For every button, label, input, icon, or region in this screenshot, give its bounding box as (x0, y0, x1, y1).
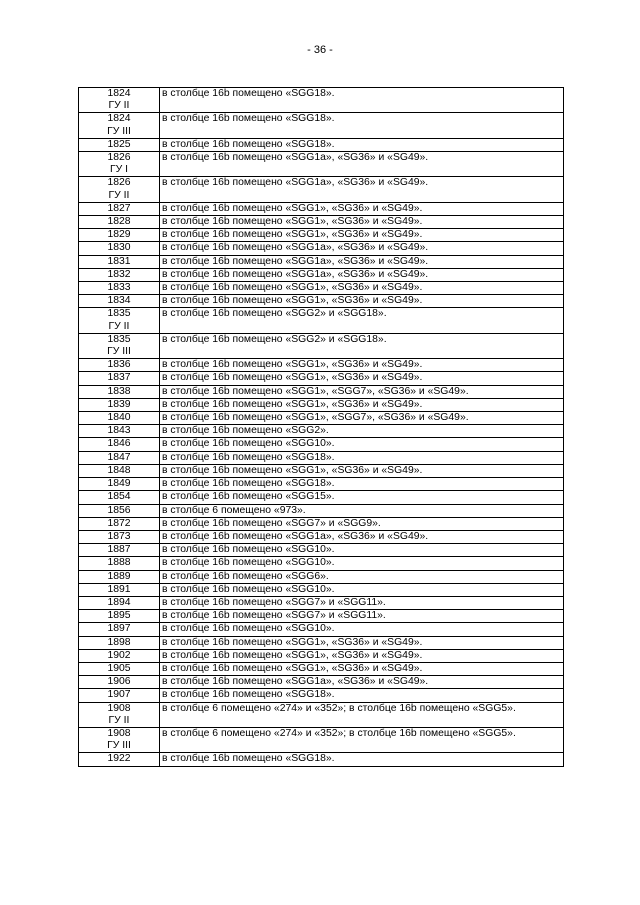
table-row (79, 333, 564, 358)
un-number: 1891 (107, 583, 131, 595)
un-number: 1824 (107, 88, 131, 99)
table-row (79, 282, 564, 295)
un-number: 1826 (107, 177, 131, 189)
un-number-cell (79, 464, 160, 477)
table-row (79, 596, 564, 609)
un-number-cell (79, 295, 160, 308)
un-number: 1830 (107, 242, 131, 254)
un-number: 1834 (107, 295, 131, 307)
un-number-cell (79, 152, 160, 177)
amendment-text: в столбце 16b помещено «SGG18». (160, 478, 564, 491)
table-row (79, 138, 564, 151)
amendment-text: в столбце 16b помещено «SGG1a», «SG36» и «SG49». (160, 530, 564, 543)
amendment-text: в столбце 16b помещено «SGG18». (160, 689, 564, 702)
table-row (79, 504, 564, 517)
amendment-text: в столбце 16b помещено «SGG1», «SGG7», «SG36» и «SG49». (160, 385, 564, 398)
table-row (79, 385, 564, 398)
table-row (79, 623, 564, 636)
table-row (79, 359, 564, 372)
table-row (79, 242, 564, 255)
un-number-cell (79, 478, 160, 491)
table-row (79, 583, 564, 596)
page-number: - 36 - (307, 44, 333, 56)
un-number-cell (79, 333, 160, 358)
amendment-text: в столбце 16b помещено «SGG10». (160, 623, 564, 636)
un-number: 1846 (107, 438, 131, 450)
un-number-cell (79, 308, 160, 333)
packing-group: ГУ II (108, 100, 130, 112)
un-number: 1872 (107, 517, 131, 529)
un-number-cell (79, 636, 160, 649)
un-number-cell (79, 412, 160, 425)
table-row (79, 478, 564, 491)
un-number-cell (79, 662, 160, 675)
table-row (79, 753, 564, 766)
table-row (79, 295, 564, 308)
amendment-text: в столбце 16b помещено «SGG7» и «SGG11». (160, 610, 564, 623)
un-number: 1824 (107, 113, 131, 125)
un-number: 1854 (107, 491, 131, 503)
un-number-cell (79, 610, 160, 623)
packing-group: ГУ II (108, 320, 130, 332)
un-number: 1898 (107, 636, 131, 648)
un-number-cell (79, 438, 160, 451)
table-row (79, 268, 564, 281)
amendment-text: в столбце 16b помещено «SGG1», «SG36» и «SG49». (160, 229, 564, 242)
un-number-cell (79, 88, 160, 113)
table-row (79, 177, 564, 202)
packing-group: ГУ III (107, 125, 131, 137)
amendment-text: в столбце 16b помещено «SGG2» и «SGG18». (160, 333, 564, 358)
amendment-text: в столбце 16b помещено «SGG10». (160, 557, 564, 570)
un-number: 1831 (107, 255, 131, 267)
un-number-cell (79, 255, 160, 268)
table-row (79, 570, 564, 583)
table-row (79, 676, 564, 689)
amendment-text: в столбце 16b помещено «SGG1a», «SG36» и «SG49». (160, 268, 564, 281)
packing-group: ГУ II (108, 714, 130, 726)
un-number-cell (79, 282, 160, 295)
table-row (79, 372, 564, 385)
un-number-cell (79, 557, 160, 570)
table-row (79, 662, 564, 675)
un-number: 1838 (107, 385, 131, 397)
table-row (79, 202, 564, 215)
amendment-text: в столбце 16b помещено «SGG1a», «SG36» и «SG49». (160, 152, 564, 177)
un-number: 1840 (107, 412, 131, 424)
un-number-cell (79, 359, 160, 372)
packing-group: ГУ III (107, 740, 131, 752)
un-number: 1832 (107, 268, 131, 280)
packing-group: ГУ II (108, 189, 130, 201)
table-row (79, 649, 564, 662)
table-row (79, 702, 564, 727)
un-number-cell (79, 649, 160, 662)
amendment-text: в столбце 16b помещено «SGG1a», «SG36» и «SG49». (160, 242, 564, 255)
un-number: 1835 (107, 333, 131, 345)
un-number-cell (79, 676, 160, 689)
table-row (79, 451, 564, 464)
amendment-text: в столбце 16b помещено «SGG18». (160, 113, 564, 138)
un-number-cell (79, 530, 160, 543)
un-number-cell (79, 451, 160, 464)
table-row (79, 689, 564, 702)
un-number: 1827 (107, 202, 131, 214)
un-number: 1889 (107, 570, 131, 582)
table-row (79, 530, 564, 543)
un-number-cell (79, 623, 160, 636)
amendment-text: в столбце 16b помещено «SGG7» и «SGG11». (160, 596, 564, 609)
amendment-text: в столбце 16b помещено «SGG1», «SG36» и «SG49». (160, 202, 564, 215)
un-number: 1873 (107, 530, 131, 542)
amendment-text: в столбце 16b помещено «SGG18». (160, 451, 564, 464)
un-number: 1829 (107, 229, 131, 241)
un-number: 1908 (107, 702, 131, 714)
amendment-text: в столбце 16b помещено «SGG7» и «SGG9». (160, 517, 564, 530)
amendment-text: в столбце 6 помещено «973». (160, 504, 564, 517)
un-number: 1843 (107, 425, 131, 437)
un-number-cell (79, 242, 160, 255)
un-number: 1895 (107, 610, 131, 622)
table-row (79, 636, 564, 649)
un-number-cell (79, 753, 160, 766)
table-row (79, 464, 564, 477)
table-row (79, 727, 564, 752)
un-number-cell (79, 202, 160, 215)
un-number-cell (79, 570, 160, 583)
amendment-text: в столбце 16b помещено «SGG1», «SG36» и «SG49». (160, 359, 564, 372)
table-row (79, 229, 564, 242)
un-number: 1833 (107, 282, 131, 294)
un-number-cell (79, 491, 160, 504)
un-number-cell (79, 138, 160, 151)
un-number: 1907 (107, 689, 131, 701)
amendment-text: в столбце 16b помещено «SGG1», «SG36» и «SG49». (160, 464, 564, 477)
amendment-text: в столбце 16b помещено «SGG1a», «SG36» и «SG49». (160, 255, 564, 268)
table-row (79, 412, 564, 425)
un-number-cell (79, 544, 160, 557)
amendment-text: в столбце 16b помещено «SGG18». (160, 753, 564, 766)
un-number-cell (79, 702, 160, 727)
un-number: 1826 (107, 152, 131, 164)
un-number: 1888 (107, 557, 131, 569)
table-row (79, 425, 564, 438)
amendment-text: в столбце 16b помещено «SGG1», «SG36» и «SG49». (160, 398, 564, 411)
un-number-cell (79, 113, 160, 138)
table-row (79, 113, 564, 138)
table-row (79, 517, 564, 530)
amendment-text: в столбце 6 помещено «274» и «352»; в столбце 16b помещено «SGG5». (160, 727, 564, 752)
amendment-text: в столбце 16b помещено «SGG10». (160, 438, 564, 451)
un-number: 1887 (107, 544, 131, 556)
un-number: 1922 (107, 753, 131, 765)
un-number-cell (79, 385, 160, 398)
un-number: 1837 (107, 372, 131, 384)
un-number: 1848 (107, 464, 131, 476)
amendment-text: в столбце 16b помещено «SGG15». (160, 491, 564, 504)
table-row (79, 398, 564, 411)
amendment-text: в столбце 16b помещено «SGG18». (160, 138, 564, 151)
amendment-text: в столбце 16b помещено «SGG2» и «SGG18». (160, 308, 564, 333)
un-number: 1847 (107, 451, 131, 463)
table-row (79, 216, 564, 229)
un-number: 1897 (107, 623, 131, 635)
un-number: 1839 (107, 398, 131, 410)
amendment-text: в столбце 16b помещено «SGG10». (160, 583, 564, 596)
un-number-cell (79, 596, 160, 609)
table-row (79, 491, 564, 504)
amendment-text: в столбце 16b помещено «SGG10». (160, 544, 564, 557)
amendment-text: в столбце 16b помещено «SGG1», «SG36» и «SG49». (160, 636, 564, 649)
un-number-cell (79, 398, 160, 411)
un-number-cell (79, 425, 160, 438)
un-number-cell (79, 372, 160, 385)
un-number-cell (79, 504, 160, 517)
un-number: 1825 (107, 138, 131, 150)
un-number: 1849 (107, 478, 131, 490)
table-row (79, 88, 564, 113)
amendment-text: в столбце 16b помещено «SGG1», «SG36» и «SG49». (160, 662, 564, 675)
amendment-text: в столбце 16b помещено «SGG1», «SG36» и «SG49». (160, 649, 564, 662)
amendment-text: в столбце 16b помещено «SGG6». (160, 570, 564, 583)
un-number-cell (79, 229, 160, 242)
table-row (79, 308, 564, 333)
table-row (79, 557, 564, 570)
un-number: 1905 (107, 662, 131, 674)
un-number-cell (79, 517, 160, 530)
un-number: 1906 (107, 676, 131, 688)
un-number: 1828 (107, 216, 131, 228)
amendment-text: в столбце 16b помещено «SGG1», «SG36» и «SG49». (160, 216, 564, 229)
amendments-table (78, 87, 564, 767)
table-row (79, 610, 564, 623)
amendment-text: в столбце 16b помещено «SGG2». (160, 425, 564, 438)
amendments-table-body (79, 88, 564, 767)
un-number: 1908 (107, 727, 131, 739)
un-number-cell (79, 689, 160, 702)
un-number: 1902 (107, 649, 131, 661)
amendment-text: в столбце 16b помещено «SGG1», «SG36» и «SG49». (160, 372, 564, 385)
amendment-text: в столбце 6 помещено «274» и «352»; в столбце 16b помещено «SGG5». (160, 702, 564, 727)
un-number-cell (79, 177, 160, 202)
amendment-text: в столбце 16b помещено «SGG1a», «SG36» и «SG49». (160, 177, 564, 202)
packing-group: ГУ III (107, 346, 131, 358)
un-number-cell (79, 268, 160, 281)
amendment-text: в столбце 16b помещено «SGG1», «SG36» и «SG49». (160, 282, 564, 295)
table-row (79, 438, 564, 451)
un-number: 1836 (107, 359, 131, 371)
amendment-text: в столбце 16b помещено «SGG1», «SGG7», «SG36» и «SG49». (160, 412, 564, 425)
table-row (79, 544, 564, 557)
table-row (79, 255, 564, 268)
amendment-text: в столбце 16b помещено «SGG18». (160, 88, 564, 113)
table-row (79, 152, 564, 177)
un-number-cell (79, 583, 160, 596)
amendment-text: в столбце 16b помещено «SGG1a», «SG36» и «SG49». (160, 676, 564, 689)
un-number: 1856 (107, 504, 131, 516)
un-number: 1894 (107, 596, 131, 608)
un-number-cell (79, 727, 160, 752)
un-number-cell (79, 216, 160, 229)
un-number: 1835 (107, 308, 131, 320)
amendment-text: в столбце 16b помещено «SGG1», «SG36» и «SG49». (160, 295, 564, 308)
packing-group: ГУ I (109, 164, 128, 176)
